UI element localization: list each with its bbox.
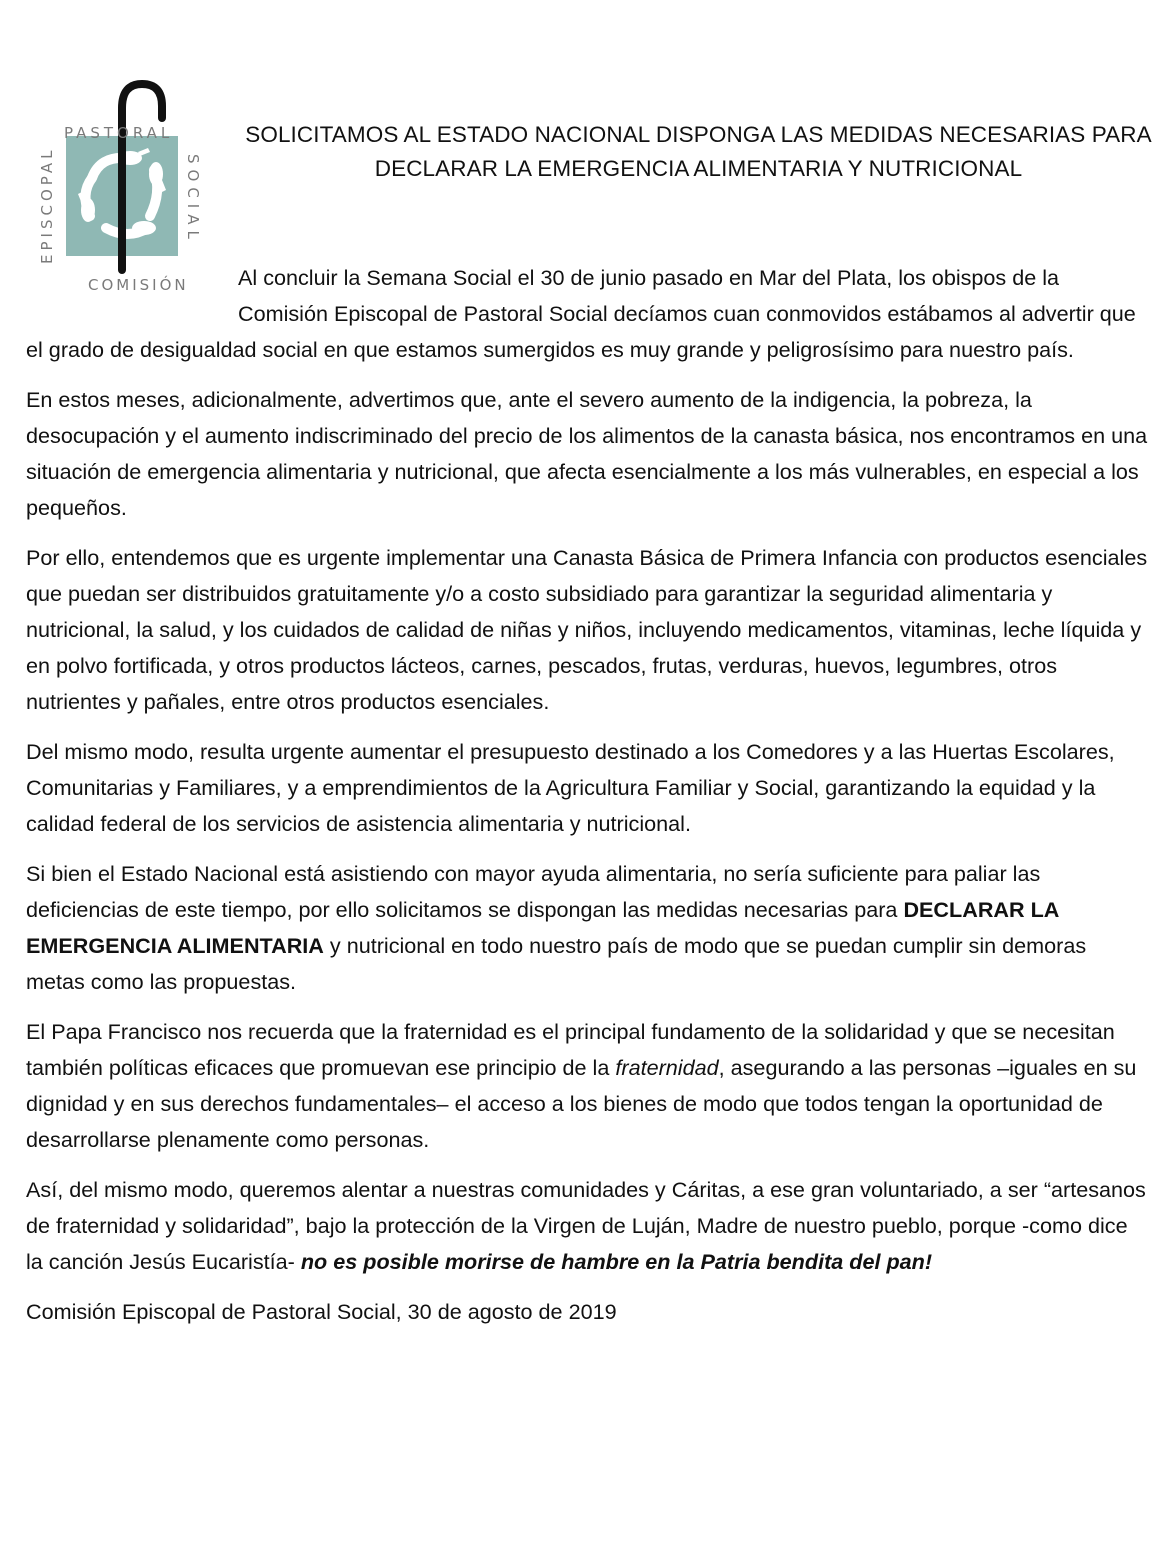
document-body bbox=[26, 260, 1150, 1344]
paragraph-5-text-b: y nutricional en todo nuestro país de modo que se puedan cumplir sin demoras metas como las propuestas. bbox=[26, 933, 1087, 994]
signature: Comisión Episcopal de Pastoral Social, 30 de agosto de 2019 bbox=[26, 1299, 617, 1324]
title-line-2: DECLARAR LA EMERGENCIA ALIMENTARIA Y NUTRICIONAL bbox=[374, 156, 1023, 181]
paragraph-7-bold-italic: no es posible morirse de hambre en la Patria bendita del pan! bbox=[300, 1249, 933, 1274]
paragraph-6 bbox=[26, 1014, 1150, 1158]
logo-text-bottom: COMISIÓN bbox=[88, 276, 189, 294]
title-line-1: SOLICITAMOS AL ESTADO NACIONAL DISPONGA LAS MEDIDAS NECESARIAS PARA bbox=[245, 122, 1152, 147]
paragraph-6-text-b: , asegurando a las personas –iguales en su dignidad y en sus derechos fundamentales– el acceso a los bienes de modo que todos tengan la oportunidad de desarrollarse plenamente como personas. bbox=[26, 1055, 1137, 1152]
paragraph-2: En estos meses, adicionalmente, advertimos que, ante el severo aumento de la indigencia, la pobreza, la desocupación y el aumento indiscriminado del precio de los alimentos de la canasta básica, nos encontramos en una situación de emergencia alimentaria y nutricional, que afecta esencialmente a los más vulnerables, en especial a los pequeños. bbox=[26, 387, 1148, 520]
paragraph-7 bbox=[26, 1172, 1150, 1280]
paragraph-5-bold: DECLARAR LA EMERGENCIA ALIMENTARIA bbox=[26, 897, 1059, 958]
logo-text-left: EPISCOPAL bbox=[38, 146, 56, 264]
paragraph-3: Por ello, entendemos que es urgente implementar una Canasta Básica de Primera Infancia con productos esenciales que puedan ser distribuidos gratuitamente y/o a costo subsidiado para garantizar la seguridad alimentaria y nutricional, la salud, y los cuidados de calidad de niñas y niños, incluyendo medicamentos, vitaminas, leche líquida y en polvo fortificada, y otros productos lácteos, carnes, pescados, frutas, verduras, huevos, legumbres, otros nutrientes y pañales, entre otros productos esenciales. bbox=[26, 545, 1148, 714]
document-title bbox=[236, 118, 1161, 186]
paragraph-5-text-a: Si bien el Estado Nacional está asistiendo con mayor ayuda alimentaria, no sería suficiente para paliar las deficiencias de este tiempo, por ello solicitamos se dispongan las medidas necesarias para bbox=[26, 861, 1041, 922]
paragraph-6-italic: fraternidad bbox=[615, 1055, 719, 1080]
logo-text-right: SOCIAL bbox=[184, 154, 202, 245]
paragraph-1: Al concluir la Semana Social el 30 de junio pasado en Mar del Plata, los obispos de la Comisión Episcopal de Pastoral Social decíamos cuan conmovidos estábamos al advertir que el grado de desigualdad social en que estamos sumergidos es muy grande y peligrosísimo para nuestro país. bbox=[26, 265, 1136, 362]
paragraph-6-text-a: El Papa Francisco nos recuerda que la fraternidad es el principal fundamento de la solidaridad y que se necesitan también políticas eficaces que promuevan ese principio de la bbox=[26, 1019, 1115, 1080]
logo-text-top: PASTORAL bbox=[64, 124, 174, 142]
paragraph-4: Del mismo modo, resulta urgente aumentar el presupuesto destinado a los Comedores y a las Huertas Escolares, Comunitarias y Familiares, y a emprendimientos de la Agricultura Familiar y Social, garantizando la equidad y la calidad federal de los servicios de asistencia alimentaria y nutricional. bbox=[26, 739, 1115, 836]
paragraph-5 bbox=[26, 856, 1150, 1000]
paragraph-7-text-a: Así, del mismo modo, queremos alentar a nuestras comunidades y Cáritas, a ese gran voluntariado, a ser “artesanos de fraternidad y solidaridad”, bajo la protección de la Virgen de Luján, Madre de nuestro pueblo, porque -como dice la canción Jesús Eucaristía- bbox=[26, 1177, 1146, 1274]
logo-wrap-space bbox=[26, 260, 238, 332]
